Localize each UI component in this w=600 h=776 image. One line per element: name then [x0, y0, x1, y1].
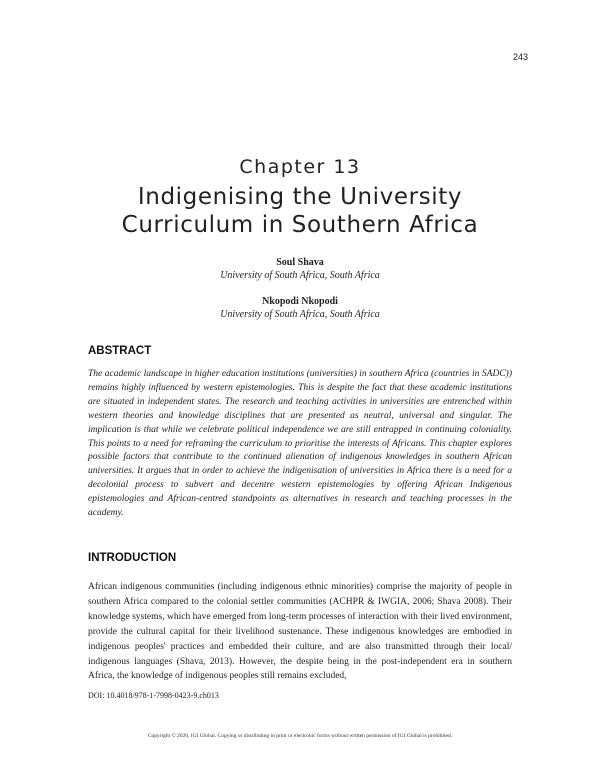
- page-number: 243: [512, 52, 528, 62]
- author-name-2: Nkopodi Nkopodi: [262, 296, 338, 307]
- author-affiliation-2: University of South Africa, South Africa: [220, 309, 380, 320]
- chapter-title-line-2: Curriculum in Southern Africa: [121, 212, 479, 238]
- author-name-1: Soul Shava: [276, 257, 324, 268]
- introduction-heading: INTRODUCTION: [88, 552, 177, 564]
- doi: DOI: 10.4018/978-1-7998-0423-9.ch013: [88, 691, 219, 700]
- chapter-label: Chapter 13: [239, 156, 361, 178]
- author-affiliation-1: University of South Africa, South Africa: [220, 270, 380, 281]
- copyright-notice: Copyright © 2020, IGI Global. Copying or distributing in print or electronic forms without written permission of IGI Global is prohibited.: [147, 733, 453, 739]
- chapter-title-line-1: Indigenising the University: [137, 184, 463, 210]
- chapter-title: [60, 183, 540, 239]
- abstract-text: The academic landscape in higher education institutions (universities) in southern Africa (countries in SADC)) remains highly influenced by western epistemologies. This is despite the fact that these academic institutions are situated in independent states. The research and teaching activities in universities are entrenched within western theories and knowledge disciplines that are presented as neutral, universal and singular. The implication is that while we celebrate political independence we are still entrapped in continuing coloniality. This points to a need for reframing the curriculum to prioritise the interests of Africans. This chapter explores possible factors that contribute to the continued alienation of indigenous knowledges in southern African universities. It argues that in order to achieve the indigenisation of universities in Africa there is a need for a decolonial process to subvert and decentre western epistemologies by offering African Indigenous epistemologies and African-centred standpoints as alternatives in research and teaching processes in the academy.: [88, 369, 512, 519]
- introduction-text: African indigenous communities (including indigenous ethnic minorities) comprise the majority of people in southern Africa compared to the colonial settler communities (ACHPR & IWGIA, 2006; Shava 2008). Their knowledge systems, which have emerged from long-term processes of interaction with their lived environment, provide the cultural capital for their livelihood sustenance. These indigenous knowledges are embodied in indigenous peoples' practices and embedded their culture, and are also transmitted through their local/ indigenous languages (Shava, 2013). However, the despite being in the post-independent era in southern Africa, the knowledge of indigenous peoples still remains excluded,: [88, 582, 512, 682]
- abstract-heading: ABSTRACT: [88, 345, 152, 357]
